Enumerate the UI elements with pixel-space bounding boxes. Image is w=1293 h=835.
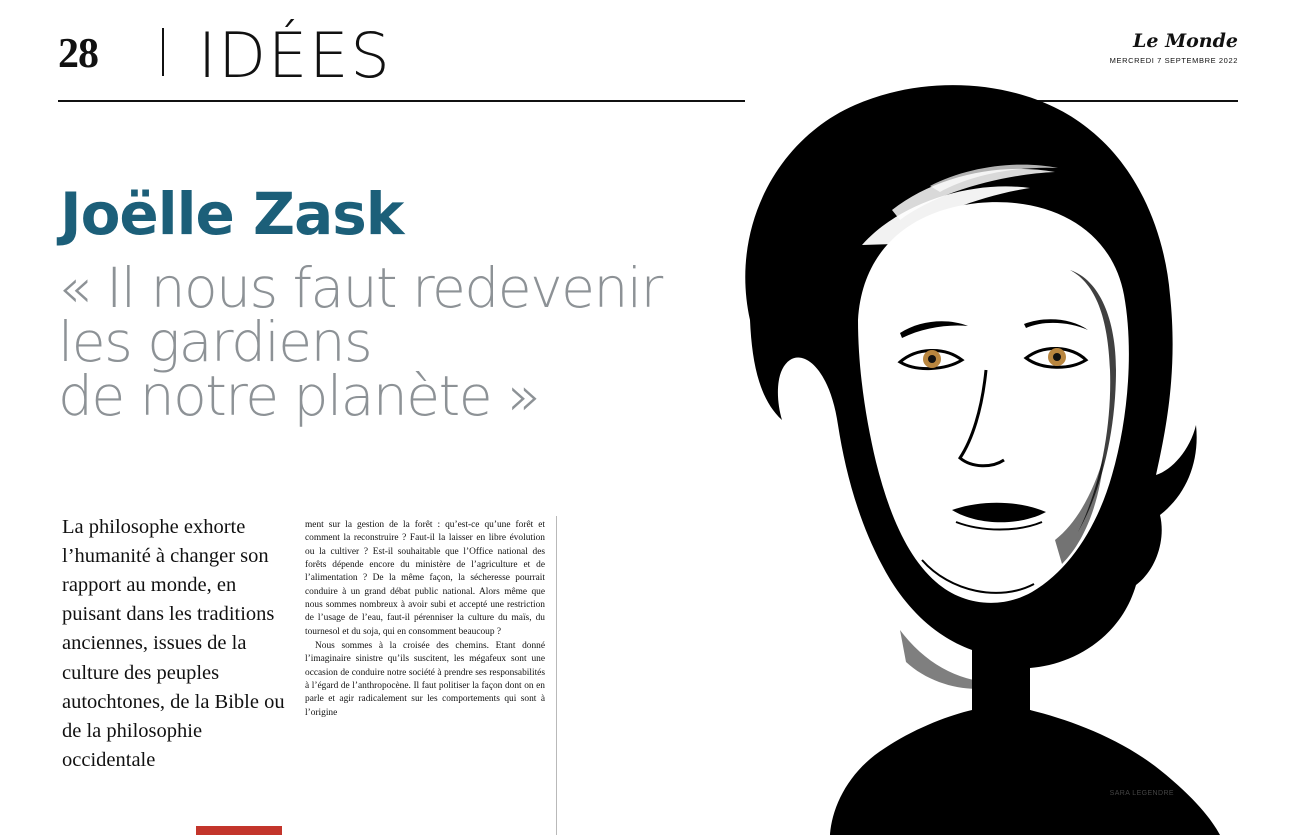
headline-line-2: les gardiens <box>58 309 372 374</box>
headline-line-3: de notre planète » <box>58 363 540 428</box>
brand-block <box>1110 32 1238 65</box>
body-paragraph: Nous sommes à la croisée des chemins. Etant donné l’imaginaire sinistre qu’ils suscitent, les mégafeux sont une occasion de conduire notre société à prendre ses responsabilités à l’égard de l’anthropocène. Il faut politiser la façon dont on en parle et agir radicalement sur les comportements qui sont à l’origine <box>305 641 545 718</box>
article-body <box>305 519 545 720</box>
standfirst: La philosophe exhorte l’humanité à changer son rapport au monde, en puisant dans les traditions anciennes, issues de la culture des peuples autochtones, de la Bible ou de la philosophie occidentale <box>62 516 285 771</box>
author-name: Joëlle Zask <box>60 180 404 248</box>
headline-line-1: « Il nous faut redevenir <box>58 256 662 320</box>
portrait-illustration <box>600 70 1260 835</box>
issue-date: MERCREDI 7 SEPTEMBRE 2022 <box>1109 56 1238 65</box>
section-title: IDÉES <box>198 19 392 92</box>
folio-divider <box>162 28 164 76</box>
headline <box>58 256 678 428</box>
brand-name: Le Monde <box>1133 30 1238 52</box>
illustration-credit: SARA LEGENDRE <box>1109 790 1174 797</box>
column-rule <box>556 516 557 835</box>
body-paragraph: ment sur la gestion de la forêt : qu’est-ce qu’une forêt et comment la reconstruire ? Faut-il la laisser en libre évolution ou la cultiver ? Est-il souhaitable que l’Office national des forêts dépende encore du ministère de l’agriculture et de l’alimentation ? De la même façon, la sécheresse pourrait conduire à un grand débat public national. Alors même que nous sommes nombreux à avoir subi et accepté une restriction de l’usage de l’eau, faut-il pérenniser la culture du maïs, du tournesol et du soja, qui en consomment beaucoup ? <box>305 520 545 637</box>
accent-bar <box>196 826 282 835</box>
page-folio: 28 <box>58 31 98 77</box>
